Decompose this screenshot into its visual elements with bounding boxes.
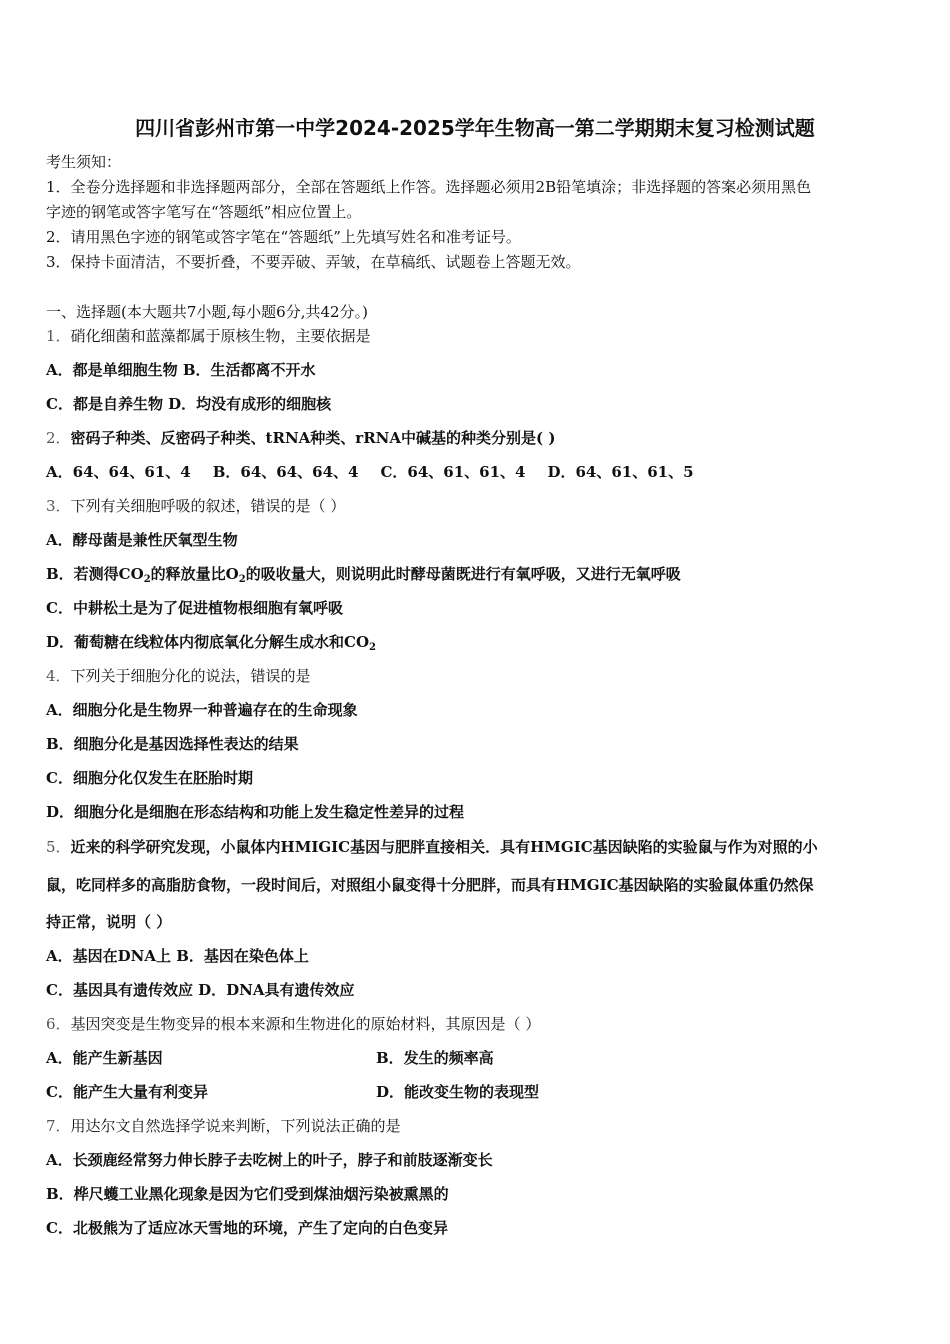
q3-option-b xyxy=(46,564,681,590)
question-3 xyxy=(46,496,345,516)
q4-option-c: C．细胞分化仅发生在胚胎时期 xyxy=(46,769,253,787)
q5-options-cd: C．基因具有遗传效应 D．DNA具有遗传效应 xyxy=(46,981,355,999)
question-5-cont: 持正常，说明（ ） xyxy=(46,913,172,931)
q4-option-a: A．细胞分化是生物界一种普遍存在的生命现象 xyxy=(46,701,358,719)
question-stem: 密码子种类、反密码子种类、tRNA种类、rRNA中碱基的种类分别是( ) xyxy=(70,429,556,447)
option-text: 的释放量比O xyxy=(150,565,239,583)
option-a: A．能产生新基因 xyxy=(46,1049,163,1067)
notice-heading: 考生须知： xyxy=(46,153,122,171)
option-c: C．64、61、61、4 xyxy=(380,463,526,481)
question-number: 2． xyxy=(46,429,71,447)
page-title: 四川省彭州市第一中学2024-2025学年生物高一第二学期期末复习检测试题 xyxy=(135,116,815,140)
question-stem: 用达尔文自然选择学说来判断，下列说法正确的是 xyxy=(70,1117,401,1135)
subscript: 2 xyxy=(369,642,376,653)
question-number: 5． xyxy=(46,838,71,856)
option-text: B．若测得CO xyxy=(46,565,144,583)
question-number: 3． xyxy=(46,497,71,515)
q4-option-b: B．细胞分化是基因选择性表达的结果 xyxy=(46,735,299,753)
option-text: D．葡萄糖在线粒体内彻底氧化分解生成水和CO xyxy=(46,633,370,651)
option-a: A．64、64、61、4 xyxy=(46,463,191,481)
q6-options-ab xyxy=(46,1048,746,1068)
question-5-cont: 鼠，吃同样多的高脂肪食物，一段时间后，对照组小鼠变得十分肥胖，而具有HMGIC基因缺陷的实验鼠体重仍然保 xyxy=(46,876,814,894)
subscript: 2 xyxy=(143,574,151,585)
q1-options-ab: A．都是单细胞生物 B．生活都离不开水 xyxy=(46,361,316,379)
subscript: 2 xyxy=(238,574,246,585)
notice-item: 1．全卷分选择题和非选择题两部分，全部在答题纸上作答。选择题必须用2B铅笔填涂；非选择题的答案必须用黑色 xyxy=(46,178,812,196)
question-stem: 下列关于细胞分化的说法，错误的是 xyxy=(70,667,311,685)
question-7 xyxy=(46,1116,401,1136)
option-b: B．发生的频率高 xyxy=(376,1049,494,1067)
section-heading: 一、选择题(本大题共7小题,每小题6分,共42分。) xyxy=(46,303,368,321)
option-c: C．能产生大量有利变异 xyxy=(46,1083,208,1101)
q7-option-a: A．长颈鹿经常努力伸长脖子去吃树上的叶子，脖子和前肢逐渐变长 xyxy=(46,1151,493,1169)
notice-item: 2．请用黑色字迹的钢笔或答字笔在“答题纸”上先填写姓名和准考证号。 xyxy=(46,228,521,246)
q2-options xyxy=(46,462,694,482)
question-6 xyxy=(46,1014,540,1034)
option-d: D．能改变生物的表现型 xyxy=(376,1083,540,1101)
question-2 xyxy=(46,428,555,448)
question-stem: 基因突变是生物变异的根本来源和生物进化的原始材料，其原因是（ ） xyxy=(70,1015,541,1033)
q7-option-b: B．桦尺蠖工业黑化现象是因为它们受到煤油烟污染被熏黑的 xyxy=(46,1185,449,1203)
q6-options-cd xyxy=(46,1082,746,1102)
q3-option-c: C．中耕松土是为了促进植物根细胞有氧呼吸 xyxy=(46,599,343,617)
question-number: 4． xyxy=(46,667,71,685)
option-d: D．64、61、61、5 xyxy=(547,463,694,481)
q4-option-d: D．细胞分化是细胞在形态结构和功能上发生稳定性差异的过程 xyxy=(46,803,465,821)
question-1 xyxy=(46,326,371,346)
option-text: 的吸收量大，则说明此时酵母菌既进行有氧呼吸，又进行无氧呼吸 xyxy=(245,565,681,583)
q3-option-d xyxy=(46,632,376,658)
q1-options-cd: C．都是自养生物 D．均没有成形的细胞核 xyxy=(46,395,332,413)
q5-options-ab: A．基因在DNA上 B．基因在染色体上 xyxy=(46,947,309,965)
question-stem: 下列有关细胞呼吸的叙述，错误的是（ ） xyxy=(70,497,346,515)
notice-item: 3．保持卡面清洁，不要折叠，不要弄破、弄皱，在草稿纸、试题卷上答题无效。 xyxy=(46,253,581,271)
question-number: 7． xyxy=(46,1117,71,1135)
question-number: 1． xyxy=(46,327,71,345)
question-stem: 近来的科学研究发现，小鼠体内HMIGIC基因与肥胖直接相关．具有HMGIC基因缺陷的实验鼠与作为对照的小 xyxy=(70,838,818,856)
question-number: 6． xyxy=(46,1015,71,1033)
question-5 xyxy=(46,837,818,857)
q3-option-a: A．酵母菌是兼性厌氧型生物 xyxy=(46,531,238,549)
q7-option-c: C．北极熊为了适应冰天雪地的环境，产生了定向的白色变异 xyxy=(46,1219,448,1237)
option-b: B．64、64、64、4 xyxy=(212,463,359,481)
question-stem: 硝化细菌和蓝藻都属于原核生物，主要依据是 xyxy=(70,327,371,345)
question-4 xyxy=(46,666,311,686)
notice-item: 字迹的钢笔或答字笔写在“答题纸”相应位置上。 xyxy=(46,203,362,221)
